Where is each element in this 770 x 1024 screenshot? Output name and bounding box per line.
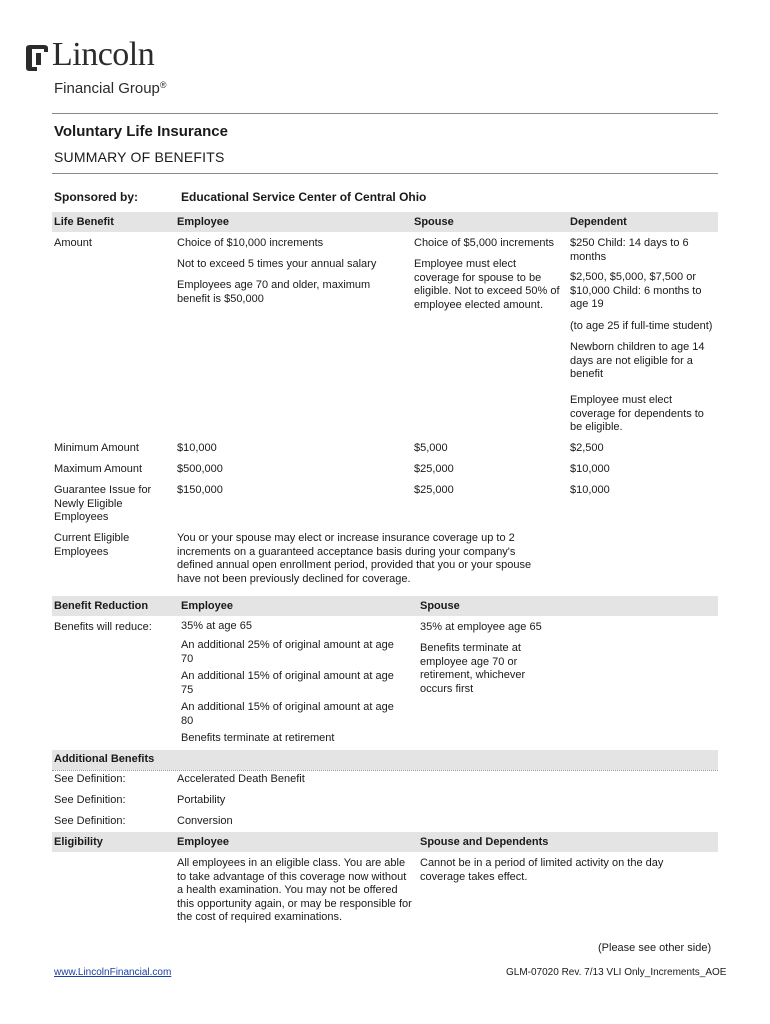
dep-amount-5: Employee must elect coverage for dependents to be eligible. (570, 394, 704, 433)
logo-subtitle: Financial Group® (54, 80, 167, 97)
gi-dependent: $10,000 (570, 484, 610, 496)
see-definition-label-3: See Definition: (54, 815, 126, 827)
form-code: GLM-07020 Rev. 7/13 VLI Only_Increments_AOE (506, 967, 727, 978)
gi-spouse: $25,000 (414, 484, 454, 496)
gi-employee: $150,000 (177, 484, 223, 496)
top-rule (52, 113, 718, 114)
reduction-col-employee: Employee (181, 600, 233, 612)
eligibility-title: Eligibility (54, 836, 103, 848)
see-other-side: (Please see other side) (598, 942, 712, 954)
dep-amount-4: Newborn children to age 14 days are not eligible for a benefit (570, 341, 705, 380)
dep-amount-1: $250 Child: 14 days to 6 months (570, 237, 689, 263)
eligibility-col-employee: Employee (177, 836, 229, 848)
reduction-sp-2: Benefits terminate at employee age 70 or retirement, whichever occurs first (420, 642, 526, 695)
lincoln-website-link[interactable]: www.LincolnFinancial.com (54, 967, 172, 978)
min-amount-employee: $10,000 (177, 442, 217, 454)
sp-amount-1: Choice of $5,000 increments (414, 237, 555, 249)
reduction-emp-5: Benefits terminate at retirement (181, 732, 335, 744)
reduction-emp-3: An additional 15% of original amount at age 75 (181, 670, 394, 696)
emp-amount-3: Employees age 70 and older, maximum benefit is $50,000 (177, 279, 371, 305)
reduction-emp-4: An additional 15% of original amount at age 80 (181, 701, 394, 727)
min-amount-spouse: $5,000 (414, 442, 448, 454)
max-amount-employee: $500,000 (177, 463, 223, 475)
document-title: Voluntary Life Insurance (54, 123, 228, 140)
additional-item-1: Accelerated Death Benefit (177, 773, 305, 785)
current-eligible-label: Current Eligible Employees (54, 532, 130, 558)
gi-label: Guarantee Issue for Newly Eligible Employees (54, 484, 152, 523)
eligibility-sp-text: Cannot be in a period of limited activity on the day coverage takes effect. (420, 857, 664, 883)
reduction-col-spouse: Spouse (420, 600, 460, 612)
life-col-benefit: Life Benefit (54, 216, 114, 228)
additional-divider (52, 770, 718, 771)
eligibility-header (52, 832, 718, 852)
benefit-reduction-header (52, 596, 718, 616)
life-col-employee: Employee (177, 216, 229, 228)
sponsored-label: Sponsored by: (54, 190, 139, 204)
max-amount-dependent: $10,000 (570, 463, 610, 475)
lincoln-logo-icon (24, 44, 50, 72)
reduction-label: Benefits will reduce: (54, 621, 152, 633)
life-col-dependent: Dependent (570, 216, 627, 228)
see-definition-label-1: See Definition: (54, 773, 126, 785)
dep-amount-2: $2,500, $5,000, $7,500 or $10,000 Child: 6 months to age 19 (570, 271, 702, 310)
emp-amount-2: Not to exceed 5 times your annual salary (177, 258, 377, 270)
life-col-spouse: Spouse (414, 216, 454, 228)
current-eligible-text: You or your spouse may elect or increase insurance coverage up to 2 increments on a guaranteed acceptance basis during your company's defined annual open enrollment period, provided that you or your spouse have not been previously declined for coverage. (177, 532, 532, 585)
reduction-sp-1: 35% at employee age 65 (420, 621, 542, 633)
reduction-title: Benefit Reduction (54, 600, 149, 612)
title-rule (52, 173, 718, 174)
max-amount-label: Maximum Amount (54, 463, 143, 475)
reduction-emp-2: An additional 25% of original amount at age 70 (181, 639, 394, 665)
min-amount-label: Minimum Amount (54, 442, 139, 454)
eligibility-emp-text: All employees in an eligible class. You are able to take advantage of this coverage now without a health examination. You may not be offered this opportunity again, or may be responsible for the cost of required examinations. (177, 857, 412, 923)
sp-amount-2: Employee must elect coverage for spouse to be eligible. Not to exceed 50% of employee elected amount. (414, 258, 560, 311)
min-amount-dependent: $2,500 (570, 442, 604, 454)
emp-amount-1: Choice of $10,000 increments (177, 237, 324, 249)
document-subtitle: SUMMARY OF BENEFITS (54, 149, 225, 165)
eligibility-col-spouse: Spouse and Dependents (420, 836, 549, 848)
amount-label: Amount (54, 237, 92, 249)
see-definition-label-2: See Definition: (54, 794, 126, 806)
sponsor-name: Educational Service Center of Central Ohio (181, 190, 427, 204)
reduction-emp-1: 35% at age 65 (181, 620, 252, 632)
additional-item-3: Conversion (177, 815, 233, 827)
additional-item-2: Portability (177, 794, 226, 806)
max-amount-spouse: $25,000 (414, 463, 454, 475)
dep-amount-3: (to age 25 if full-time student) (570, 320, 713, 332)
additional-title: Additional Benefits (54, 753, 155, 765)
logo-wordmark: Lincoln (52, 36, 155, 73)
